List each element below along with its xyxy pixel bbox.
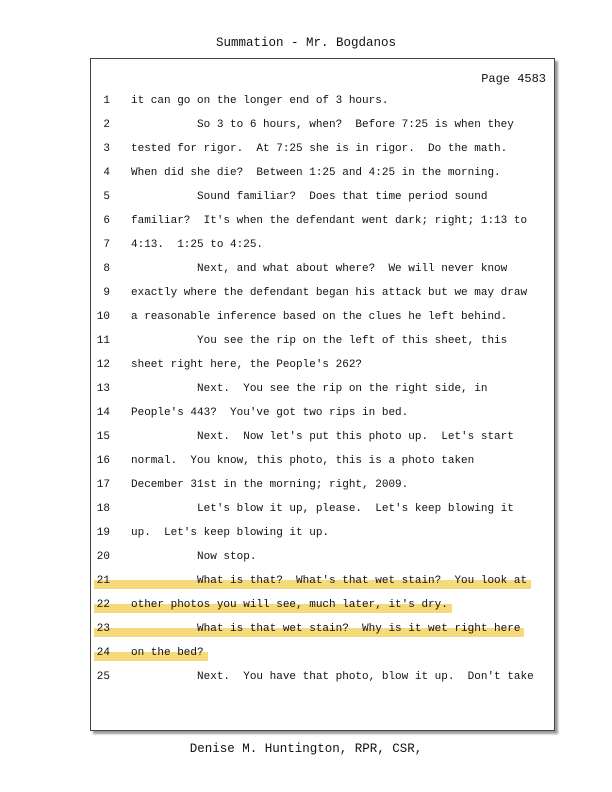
line-text: a reasonable inference based on the clues he left behind. bbox=[131, 311, 508, 323]
transcript-line bbox=[94, 407, 544, 425]
line-number: 20 bbox=[96, 551, 110, 563]
highlighted-line-text: on the bed? bbox=[131, 647, 204, 659]
page-header-title: Summation - Mr. Bogdanos bbox=[215, 36, 397, 50]
transcript-line bbox=[94, 383, 544, 401]
transcript-line bbox=[94, 479, 544, 497]
line-text: familiar? It's when the defendant went dark; right; 1:13 to bbox=[131, 215, 528, 227]
line-text: tested for rigor. At 7:25 she is in rigor. Do the math. bbox=[131, 143, 508, 155]
line-text: Now stop. bbox=[131, 551, 257, 563]
transcript-line bbox=[94, 143, 544, 161]
line-text: Next, and what about where? We will never know bbox=[131, 263, 508, 275]
line-text: Let's blow it up, please. Let's keep blowing it bbox=[131, 503, 514, 515]
line-number: 1 bbox=[103, 95, 110, 107]
line-number: 9 bbox=[103, 287, 110, 299]
line-text: normal. You know, this photo, this is a photo taken bbox=[131, 455, 475, 467]
line-number: 16 bbox=[96, 455, 110, 467]
transcript-line bbox=[94, 287, 544, 305]
line-number: 14 bbox=[96, 407, 110, 419]
highlighted-line-text: What is that wet stain? Why is it wet right here bbox=[131, 623, 521, 635]
transcript-line bbox=[94, 95, 544, 113]
line-text: People's 443? You've got two rips in bed. bbox=[131, 407, 409, 419]
line-number: 5 bbox=[103, 191, 110, 203]
page-number: Page 4583 bbox=[481, 72, 546, 86]
transcript-line bbox=[94, 575, 544, 593]
line-number: 18 bbox=[96, 503, 110, 515]
line-text: So 3 to 6 hours, when? Before 7:25 is when they bbox=[131, 119, 514, 131]
line-number: 10 bbox=[96, 311, 110, 323]
line-number: 8 bbox=[103, 263, 110, 275]
line-number: 15 bbox=[96, 431, 110, 443]
transcript-line bbox=[94, 167, 544, 185]
line-number: 7 bbox=[103, 239, 110, 251]
transcript-line bbox=[94, 239, 544, 257]
line-number: 21 bbox=[96, 575, 110, 587]
transcript-line bbox=[94, 119, 544, 137]
line-number: 22 bbox=[96, 599, 110, 611]
transcript-line bbox=[94, 647, 544, 665]
line-number: 19 bbox=[96, 527, 110, 539]
line-number: 3 bbox=[103, 143, 110, 155]
transcript-line bbox=[94, 527, 544, 545]
line-text: You see the rip on the left of this sheet, this bbox=[131, 335, 508, 347]
transcript-line bbox=[94, 191, 544, 209]
line-text: December 31st in the morning; right, 2009. bbox=[131, 479, 409, 491]
transcript-line bbox=[94, 551, 544, 569]
line-number: 25 bbox=[96, 671, 110, 683]
transcript-line bbox=[94, 311, 544, 329]
line-number: 11 bbox=[96, 335, 110, 347]
line-text: Next. Now let's put this photo up. Let's start bbox=[131, 431, 514, 443]
line-text: 4:13. 1:25 to 4:25. bbox=[131, 239, 264, 251]
line-text: up. Let's keep blowing it up. bbox=[131, 527, 330, 539]
transcript-line bbox=[94, 671, 544, 689]
line-number: 23 bbox=[96, 623, 110, 635]
transcript-line bbox=[94, 215, 544, 233]
line-number: 12 bbox=[96, 359, 110, 371]
transcript-line bbox=[94, 359, 544, 377]
transcript-line bbox=[94, 431, 544, 449]
line-text: Next. You see the rip on the right side, in bbox=[131, 383, 488, 395]
line-text: Sound familiar? Does that time period sound bbox=[131, 191, 488, 203]
line-number: 17 bbox=[96, 479, 110, 491]
transcript-line bbox=[94, 335, 544, 353]
line-text: it can go on the longer end of 3 hours. bbox=[131, 95, 389, 107]
line-text: Next. You have that photo, blow it up. Don't take bbox=[131, 671, 534, 683]
line-number: 24 bbox=[96, 647, 110, 659]
line-text: exactly where the defendant began his attack but we may draw bbox=[131, 287, 528, 299]
court-reporter-footer: Denise M. Huntington, RPR, CSR, bbox=[189, 742, 423, 756]
line-number: 13 bbox=[96, 383, 110, 395]
transcript-line bbox=[94, 503, 544, 521]
highlighted-line-text: other photos you will see, much later, it's dry. bbox=[131, 599, 448, 611]
line-number: 2 bbox=[103, 119, 110, 131]
line-number: 4 bbox=[103, 167, 110, 179]
line-number: 6 bbox=[103, 215, 110, 227]
highlighted-line-text: What is that? What's that wet stain? You look at bbox=[131, 575, 528, 587]
line-text: When did she die? Between 1:25 and 4:25 in the morning. bbox=[131, 167, 501, 179]
transcript-line bbox=[94, 263, 544, 281]
transcript-line bbox=[94, 623, 544, 641]
transcript-line bbox=[94, 455, 544, 473]
transcript-line bbox=[94, 599, 544, 617]
line-text: sheet right here, the People's 262? bbox=[131, 359, 363, 371]
